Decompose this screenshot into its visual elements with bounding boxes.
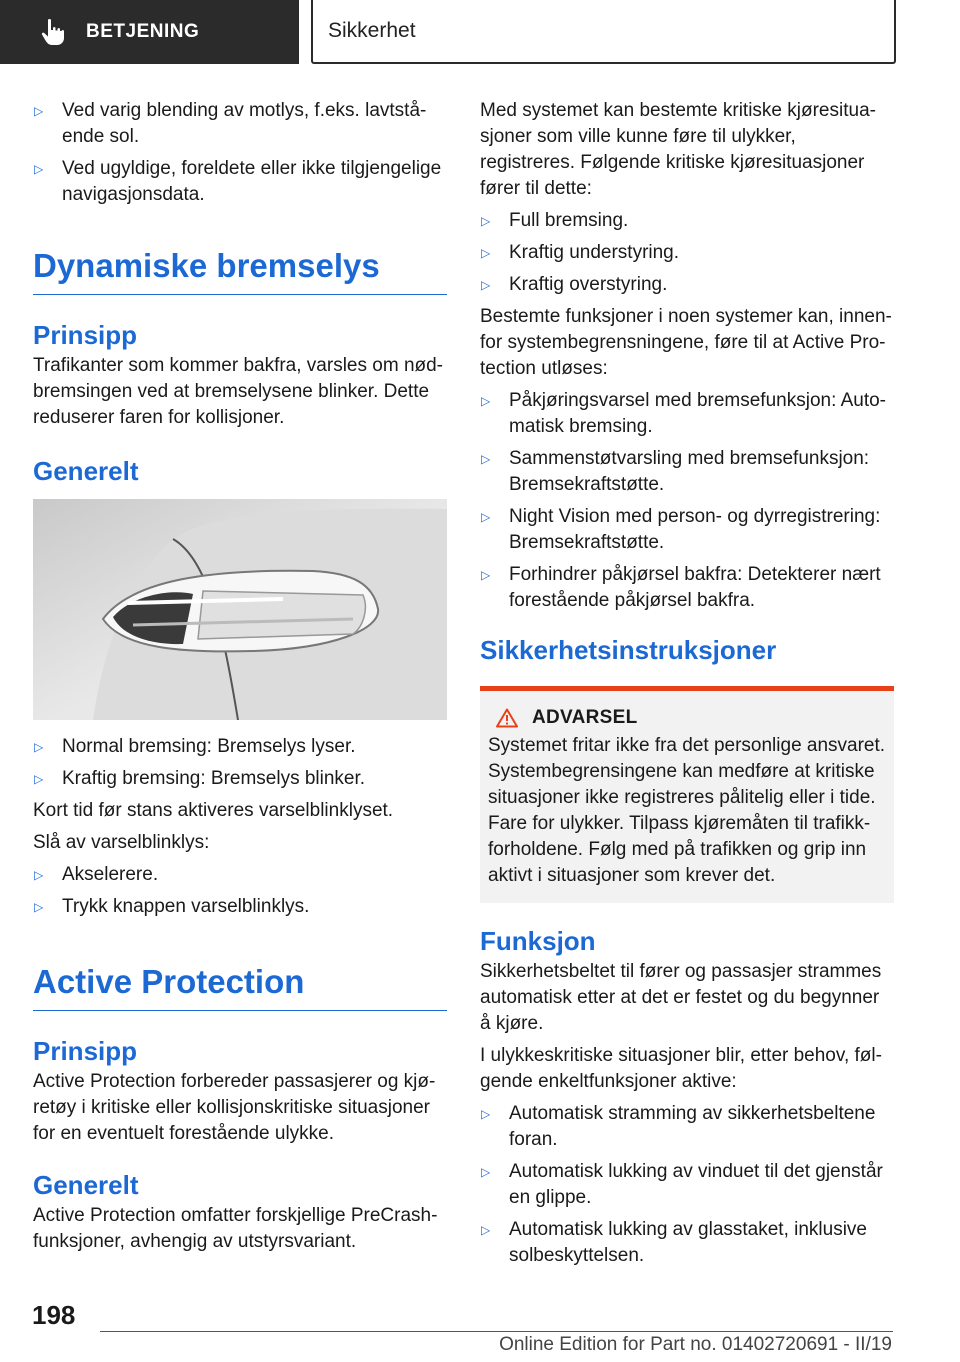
header-chapter-box: [311, 0, 896, 64]
trigger-functions-list: [480, 388, 894, 614]
warning-box: [480, 686, 894, 903]
subheading-generelt: Generelt: [33, 456, 139, 486]
paragraph: Sikkerhetsbeltet til fører og passasjer strammes automatisk etter at det er festet og du begynner å kjøre.: [480, 961, 882, 1034]
list-item: ▷ Ved varig blending av motlys, f.eks. lavtstå-ende sol.: [34, 100, 427, 147]
footer-divider: [100, 1331, 893, 1332]
paragraph: Trafikanter som kommer bakfra, varsles om nød-bremsingen ved at bremselysene blinker. Dette reduserer faren for kollisjoner.: [33, 355, 444, 428]
section-title-dynamiske-bremselys: Dynamiske bremselys: [33, 246, 447, 295]
warning-header: [488, 707, 886, 729]
list-item: ▷ Automatisk stramming av sikkerhetsbeltene foran.: [481, 1103, 876, 1150]
hazard-off-bullet-list: [33, 862, 447, 920]
footer-edition-text: Online Edition for Part no. 01402720691 - II/19: [499, 1334, 892, 1355]
list-item: ▷ Ved ugyldige, foreldete eller ikke tilgjengelige navigasjonsdata.: [34, 158, 442, 205]
page-number: 198: [32, 1300, 76, 1330]
brake-light-bullet-list: [33, 734, 447, 792]
paragraph: Med systemet kan bestemte kritiske kjøresitua-sjoner som ville kunne føre til ulykker, registreres. Følgende kritiske kjøresituasjoner fører til dette:: [480, 100, 876, 199]
bullet-triangle-icon: ▷: [34, 772, 44, 786]
subheading-prinsipp: Prinsipp: [33, 320, 138, 350]
bullet-triangle-icon: ▷: [481, 246, 491, 260]
list-item: ▷ Automatisk lukking av vinduet til det gjenstår en glippe.: [481, 1161, 883, 1208]
header-section-tab: [0, 0, 299, 64]
paragraph: Active Protection omfatter forskjellige PreCrash-funksjoner, avhengig av utstyrsvariant.: [33, 1205, 438, 1252]
bullet-triangle-icon: ▷: [481, 452, 491, 466]
bullet-triangle-icon: ▷: [34, 104, 44, 118]
header-section-label: BETJENING: [86, 21, 200, 42]
bullet-triangle-icon: ▷: [34, 900, 44, 914]
bullet-triangle-icon: ▷: [481, 394, 491, 408]
list-item: ▷ Påkjøringsvarsel med bremsefunksjon: Auto-matisk bremsing.: [481, 390, 886, 437]
bullet-triangle-icon: ▷: [481, 1223, 491, 1237]
list-item: ▷ Kraftig overstyring.: [480, 272, 894, 298]
list-item: ▷ Trykk knappen varselblinklys.: [33, 894, 447, 920]
active-functions-list: [480, 1101, 894, 1269]
paragraph: I ulykkeskritiske situasjoner blir, etter behov, føl-gende enkeltfunksjoner aktive:: [480, 1045, 882, 1092]
bullet-triangle-icon: ▷: [481, 214, 491, 228]
list-item: ▷ Akselerere.: [33, 862, 447, 888]
paragraph: Active Protection forbereder passasjerer og kjø-retøy i kritiske eller kollisjonskritiske situasjoner for en eventuelt forestående ulykke.: [33, 1071, 436, 1144]
warning-title: ADVARSEL: [532, 707, 638, 728]
section-title-active-protection: Active Protection: [33, 962, 447, 1011]
subheading-prinsipp: Prinsipp: [33, 1036, 138, 1066]
paragraph: Kort tid før stans aktiveres varselblinklyset.: [33, 800, 394, 821]
paragraph: Slå av varselblinklys:: [33, 832, 210, 853]
list-item: ▷ Night Vision med person- og dyrregistrering: Bremsekraftstøtte.: [481, 506, 881, 553]
bullet-triangle-icon: ▷: [481, 1107, 491, 1121]
header-chapter-label: Sikkerhet: [328, 19, 416, 42]
bullet-triangle-icon: ▷: [34, 740, 44, 754]
bullet-triangle-icon: ▷: [481, 278, 491, 292]
list-item: ▷ Normal bremsing: Bremselys lyser.: [33, 734, 447, 760]
list-item: ▷ Full bremsing.: [480, 208, 894, 234]
list-item: ▷ Kraftig bremsing: Bremselys blinker.: [33, 766, 447, 792]
paragraph: Bestemte funksjoner i noen systemer kan, innen-for systembegrensningene, føre til at Active Pro-tection utløses:: [480, 306, 892, 379]
subheading-funksjon: Funksjon: [480, 926, 596, 956]
bullet-triangle-icon: ▷: [481, 510, 491, 524]
list-item: ▷ Automatisk lukking av glasstaket, inklusive solbeskyttelsen.: [481, 1219, 867, 1266]
warning-triangle-icon: [496, 708, 518, 728]
list-item: ▷ Kraftig understyring.: [480, 240, 894, 266]
left-column: [33, 98, 447, 1261]
intro-bullet-list: [33, 98, 447, 208]
bullet-triangle-icon: ▷: [481, 568, 491, 582]
subheading-sikkerhetsinstruksjoner: Sikkerhetsinstruksjoner: [480, 635, 777, 665]
list-item: ▷ Sammenstøtvarsling med bremsefunksjon: Bremsekraftstøtte.: [481, 448, 870, 495]
warning-text: Systemet fritar ikke fra det personlige ansvaret. Systembegrensingene kan medføre at kritiske situasjoner ikke registreres pålitelig eller i tide. Fare for ulykker. Tilpass kjøremåten til trafikk-forholdene. Følg med på trafikken og grip inn aktivt i situasjoner som krever det.: [488, 735, 886, 886]
hand-pointer-icon: [40, 18, 66, 46]
bullet-triangle-icon: ▷: [481, 1165, 491, 1179]
bullet-triangle-icon: ▷: [34, 868, 44, 882]
right-column: [480, 98, 894, 1275]
bullet-triangle-icon: ▷: [34, 162, 44, 176]
tail-light-illustration: [33, 499, 447, 720]
subheading-generelt: Generelt: [33, 1170, 139, 1200]
list-item: ▷ Forhindrer påkjørsel bakfra: Detekterer nært forestående påkjørsel bakfra.: [481, 564, 881, 611]
critical-situations-list: [480, 208, 894, 298]
